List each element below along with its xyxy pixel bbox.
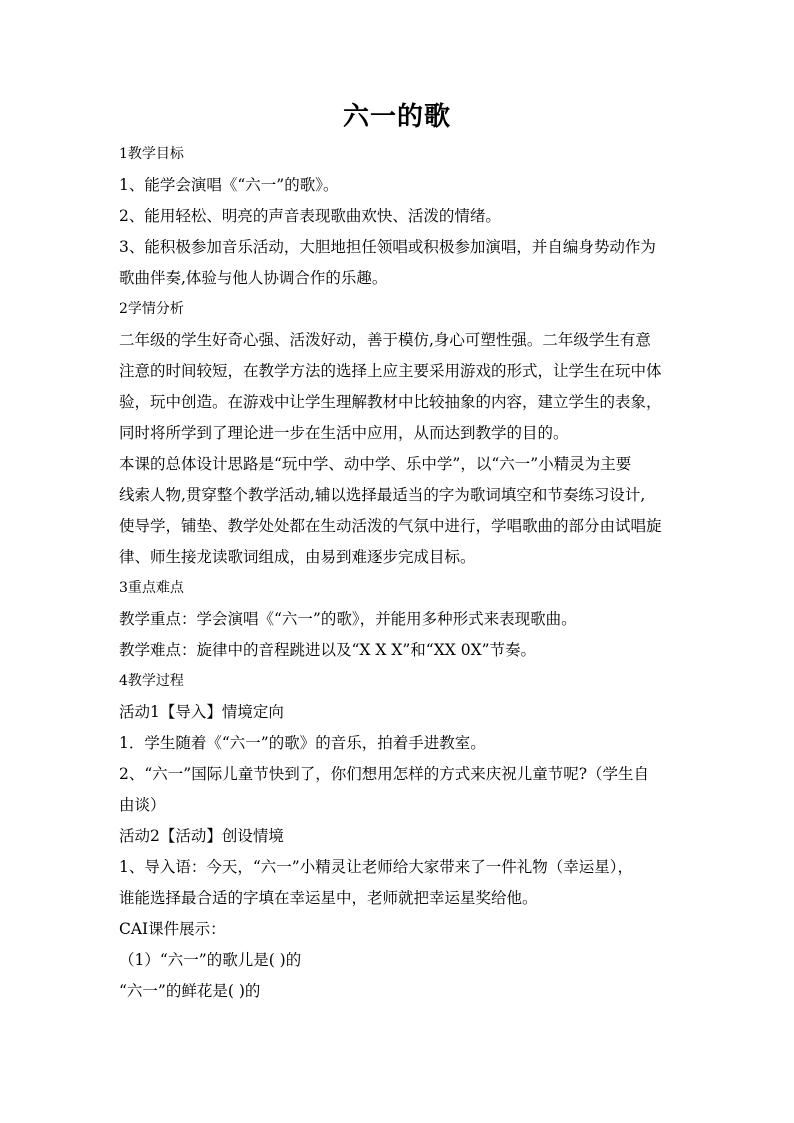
text-line: 3、能积极参加音乐活动，大胆地担任领唱或积极参加演唱，并自编身势动作为: [119, 238, 656, 256]
text-line: 律、师生接龙读歌词组成，由易到难逐步完成目标。: [119, 548, 476, 566]
text-line: 本课的总体设计思路是“玩中学、动中学、乐中学”，以“六一”小精灵为主要: [119, 455, 632, 473]
document-title: 六一的歌: [342, 102, 451, 132]
text-line: 注意的时间较短，在教学方法的选择上应主要采用游戏的形式，让学生在玩中体: [119, 362, 662, 380]
text-line: 歌曲伴奏,体验与他人协调合作的乐趣。: [119, 269, 388, 287]
text-line: 1、能学会演唱《“六一”的歌》。: [119, 176, 339, 194]
text-line: 2、“六一”国际儿童节快到了，你们想用怎样的方式来庆祝儿童节呢?（学生自: [119, 765, 650, 783]
text-line: 活动2【活动】创设情境: [119, 827, 284, 845]
text-line: 教学难点：旋律中的音程跳进以及“X X X”和“XX 0X”节奏。: [119, 641, 537, 659]
text-line: 谁能选择最合适的字填在幸运星中，老师就把幸运星奖给他。: [119, 889, 538, 907]
text-line: 验，玩中创造。在游戏中让学生理解教材中比较抽象的内容，建立学生的表象，: [119, 393, 662, 411]
section-heading: 4教学过程: [119, 673, 184, 689]
section-heading: 2学情分析: [119, 301, 184, 317]
text-line: 二年级的学生好奇心强、活泼好动，善于模仿,身心可塑性强。二年级学生有意: [119, 331, 651, 349]
text-line: 线索人物,贯穿整个教学活动,辅以选择最适当的字为歌词填空和节奏练习设计,: [119, 486, 646, 504]
text-line: 1、导入语：今天，“六一”小精灵让老师给大家带来了一件礼物（幸运星），: [119, 858, 633, 876]
text-line: “六一”的鲜花是( )的: [119, 982, 261, 1000]
text-line: 由谈）: [119, 796, 166, 814]
text-line: CAI课件展示：: [119, 920, 226, 938]
text-line: 教学重点：学会演唱《“六一”的歌》，并能用多种形式来表现歌曲。: [119, 610, 577, 628]
text-line: （1）“六一”的歌儿是( )的: [119, 951, 302, 969]
text-line: 1．学生随着《“六一”的歌》的音乐，拍着手进教室。: [119, 734, 486, 752]
section-heading: 3重点难点: [119, 580, 184, 596]
text-line: 同时将所学到了理论进一步在生活中应用，从而达到教学的目的。: [119, 424, 569, 442]
document-body: [119, 139, 681, 1007]
section-heading: 1教学目标: [119, 146, 184, 162]
text-line: 使导学，铺垫、教学处处都在生动活泼的气氛中进行，学唱歌曲的部分由试唱旋: [119, 517, 662, 535]
text-line: 2、能用轻松、明亮的声音表现歌曲欢快、活泼的情绪。: [119, 207, 501, 225]
text-line: 活动1【导入】情境定向: [119, 703, 284, 721]
